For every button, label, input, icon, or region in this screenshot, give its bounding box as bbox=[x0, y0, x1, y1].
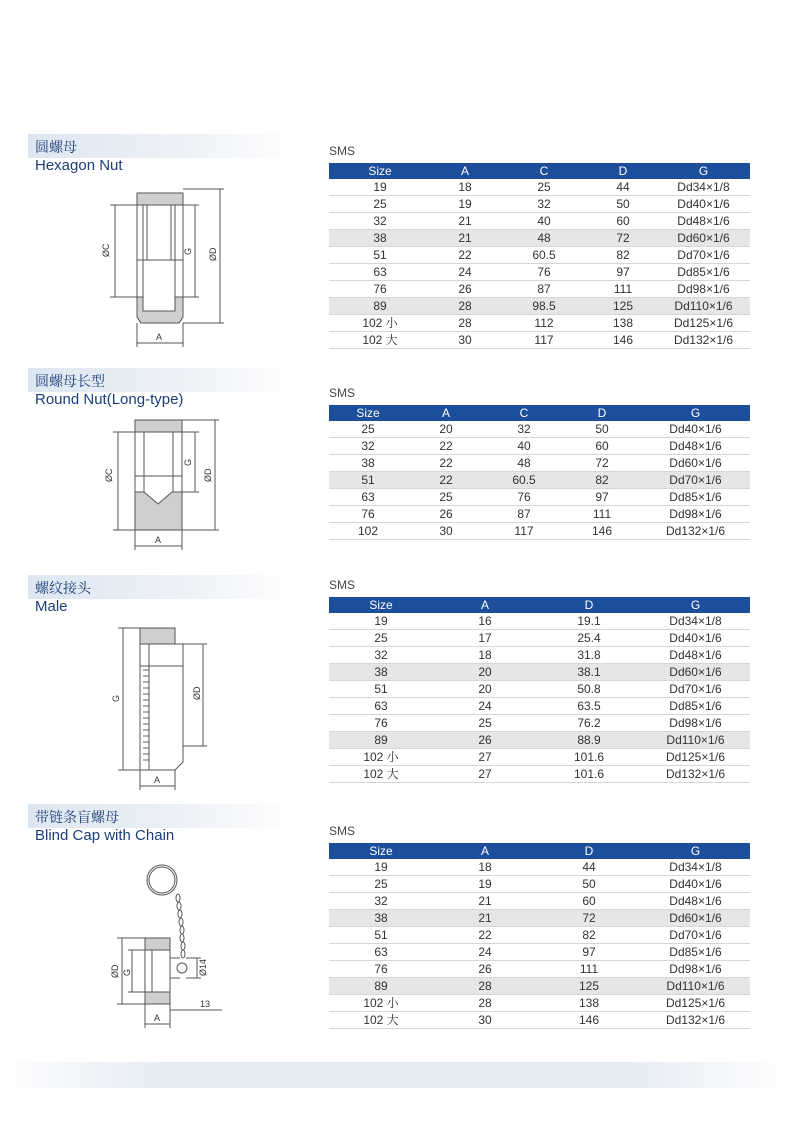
table-cell: 72 bbox=[563, 455, 641, 472]
dim-label-g: G bbox=[183, 458, 193, 466]
column-header: G bbox=[641, 843, 750, 859]
table-cell: 30 bbox=[433, 1012, 537, 1029]
table-cell: Dd125×1/6 bbox=[657, 315, 750, 332]
table-cell: Dd110×1/6 bbox=[657, 298, 750, 315]
table-row bbox=[329, 893, 750, 910]
table-row bbox=[329, 1012, 750, 1029]
spec-table-round-nut bbox=[329, 405, 750, 540]
table-cell: 32 bbox=[485, 421, 563, 438]
table-cell: 102 大 bbox=[329, 332, 431, 349]
table-cell: 25 bbox=[433, 715, 537, 732]
table-cell: 40 bbox=[499, 213, 589, 230]
table-cell: 38 bbox=[329, 230, 431, 247]
table-row bbox=[329, 859, 750, 876]
table-cell: 101.6 bbox=[537, 749, 641, 766]
table-row bbox=[329, 438, 750, 455]
column-header: A bbox=[431, 163, 499, 179]
table-cell: 25 bbox=[329, 421, 407, 438]
table-row bbox=[329, 264, 750, 281]
table-cell: 51 bbox=[329, 681, 433, 698]
table-row bbox=[329, 749, 750, 766]
dim-label-d: ØD bbox=[203, 468, 213, 482]
table-cell: 24 bbox=[433, 698, 537, 715]
table-cell: 97 bbox=[563, 489, 641, 506]
table-cell: Dd70×1/6 bbox=[641, 472, 750, 489]
table-cell: 25.4 bbox=[537, 630, 641, 647]
table-cell: 51 bbox=[329, 927, 433, 944]
column-header: G bbox=[657, 163, 750, 179]
table-cell: 97 bbox=[537, 944, 641, 961]
table-cell: Dd40×1/6 bbox=[641, 630, 750, 647]
table-row bbox=[329, 472, 750, 489]
table-cell: Dd70×1/6 bbox=[641, 927, 750, 944]
table-cell: 44 bbox=[537, 859, 641, 876]
table-row bbox=[329, 732, 750, 749]
table-cell: 87 bbox=[499, 281, 589, 298]
table-row bbox=[329, 489, 750, 506]
table-cell: Dd110×1/6 bbox=[641, 732, 750, 749]
table-cell: Dd60×1/6 bbox=[641, 455, 750, 472]
table-cell: Dd48×1/6 bbox=[641, 893, 750, 910]
table-cell: 76 bbox=[329, 281, 431, 298]
table-cell: 19 bbox=[329, 179, 431, 196]
table-cell: 20 bbox=[407, 421, 485, 438]
table-cell: 28 bbox=[433, 995, 537, 1012]
table-cell: 63 bbox=[329, 264, 431, 281]
standard-label: SMS bbox=[329, 386, 356, 400]
table-cell: 117 bbox=[485, 523, 563, 540]
table-cell: Dd125×1/6 bbox=[641, 749, 750, 766]
spec-table-male bbox=[329, 597, 750, 783]
table-cell: 38.1 bbox=[537, 664, 641, 681]
round-nut-drawing-icon bbox=[100, 412, 230, 557]
table-row bbox=[329, 421, 750, 438]
table-cell: 76.2 bbox=[537, 715, 641, 732]
table-cell: 63 bbox=[329, 489, 407, 506]
table-cell: Dd40×1/6 bbox=[657, 196, 750, 213]
table-cell: Dd40×1/6 bbox=[641, 421, 750, 438]
table-cell: 146 bbox=[563, 523, 641, 540]
table-cell: 101.6 bbox=[537, 766, 641, 783]
table-cell: 125 bbox=[537, 978, 641, 995]
table-cell: 19 bbox=[329, 613, 433, 630]
table-cell: 22 bbox=[407, 472, 485, 489]
table-cell: Dd34×1/8 bbox=[657, 179, 750, 196]
table-cell: 24 bbox=[431, 264, 499, 281]
male-fitting-drawing-icon bbox=[105, 620, 230, 795]
table-cell: 22 bbox=[407, 438, 485, 455]
table-cell: 28 bbox=[431, 298, 499, 315]
title-cn: 螺纹接头 bbox=[35, 580, 91, 596]
table-cell: 51 bbox=[329, 247, 431, 264]
table-header-row bbox=[329, 163, 750, 179]
table-cell: 18 bbox=[433, 647, 537, 664]
table-cell: 32 bbox=[329, 213, 431, 230]
table-cell: 40 bbox=[485, 438, 563, 455]
table-row bbox=[329, 664, 750, 681]
title-en: Hexagon Nut bbox=[35, 157, 123, 174]
spec-table-hexagon-nut bbox=[329, 163, 750, 349]
table-row bbox=[329, 196, 750, 213]
column-header: D bbox=[537, 843, 641, 859]
table-cell: 22 bbox=[431, 247, 499, 264]
table-cell: 25 bbox=[329, 876, 433, 893]
table-row bbox=[329, 332, 750, 349]
table-row bbox=[329, 506, 750, 523]
table-cell: Dd98×1/6 bbox=[641, 961, 750, 978]
title-en: Male bbox=[35, 598, 68, 615]
table-cell: 98.5 bbox=[499, 298, 589, 315]
table-cell: 63.5 bbox=[537, 698, 641, 715]
column-header: Size bbox=[329, 163, 431, 179]
table-cell: 27 bbox=[433, 749, 537, 766]
title-cn: 圆螺母长型 bbox=[35, 373, 105, 389]
table-cell: 82 bbox=[589, 247, 657, 264]
dim-label-a: A bbox=[154, 775, 161, 785]
dim-label-g: G bbox=[183, 247, 193, 255]
table-cell: Dd48×1/6 bbox=[641, 647, 750, 664]
table-cell: 25 bbox=[329, 630, 433, 647]
table-header-row bbox=[329, 843, 750, 859]
table-cell: 63 bbox=[329, 698, 433, 715]
section-title-round-nut bbox=[35, 373, 183, 409]
dim-label-a: A bbox=[155, 535, 162, 545]
table-cell: Dd132×1/6 bbox=[641, 1012, 750, 1029]
table-cell: 50.8 bbox=[537, 681, 641, 698]
table-cell: 20 bbox=[433, 681, 537, 698]
table-cell: 32 bbox=[329, 438, 407, 455]
dim-label-13: 13 bbox=[200, 999, 211, 1009]
table-cell: 26 bbox=[431, 281, 499, 298]
column-header: A bbox=[433, 597, 537, 613]
table-row bbox=[329, 961, 750, 978]
dim-label-g: G bbox=[111, 694, 121, 702]
table-cell: Dd34×1/8 bbox=[641, 613, 750, 630]
table-cell: 89 bbox=[329, 978, 433, 995]
table-cell: 25 bbox=[407, 489, 485, 506]
table-cell: 16 bbox=[433, 613, 537, 630]
table-row bbox=[329, 766, 750, 783]
table-cell: 32 bbox=[499, 196, 589, 213]
table-cell: 76 bbox=[329, 715, 433, 732]
column-header: Size bbox=[329, 843, 433, 859]
column-header: G bbox=[641, 597, 750, 613]
table-cell: 76 bbox=[499, 264, 589, 281]
column-header: C bbox=[485, 405, 563, 421]
table-cell: 50 bbox=[563, 421, 641, 438]
title-en: Round Nut(Long-type) bbox=[35, 391, 184, 408]
table-cell: 48 bbox=[485, 455, 563, 472]
table-cell: 138 bbox=[537, 995, 641, 1012]
table-cell: 22 bbox=[433, 927, 537, 944]
table-cell: 38 bbox=[329, 455, 407, 472]
table-cell: 111 bbox=[563, 506, 641, 523]
table-row bbox=[329, 876, 750, 893]
dim-label-d: ØD bbox=[208, 247, 218, 261]
table-cell: Dd70×1/6 bbox=[641, 681, 750, 698]
table-cell: 102 小 bbox=[329, 749, 433, 766]
table-row bbox=[329, 944, 750, 961]
table-cell: Dd85×1/6 bbox=[641, 944, 750, 961]
dim-label-d: ØD bbox=[110, 964, 120, 978]
table-cell: 117 bbox=[499, 332, 589, 349]
section-title-male bbox=[35, 580, 91, 616]
table-cell: 18 bbox=[431, 179, 499, 196]
table-row bbox=[329, 681, 750, 698]
standard-label: SMS bbox=[329, 824, 356, 838]
table-cell: 51 bbox=[329, 472, 407, 489]
table-cell: 87 bbox=[485, 506, 563, 523]
column-header: D bbox=[563, 405, 641, 421]
table-cell: 38 bbox=[329, 910, 433, 927]
table-cell: 76 bbox=[485, 489, 563, 506]
title-en: Blind Cap with Chain bbox=[35, 827, 175, 844]
dim-label-g: G bbox=[122, 968, 132, 976]
table-cell: Dd132×1/6 bbox=[657, 332, 750, 349]
table-cell: Dd40×1/6 bbox=[641, 876, 750, 893]
table-cell: 18 bbox=[433, 859, 537, 876]
table-row bbox=[329, 927, 750, 944]
table-row bbox=[329, 298, 750, 315]
table-cell: 17 bbox=[433, 630, 537, 647]
column-header: A bbox=[433, 843, 537, 859]
table-cell: 50 bbox=[589, 196, 657, 213]
table-row bbox=[329, 978, 750, 995]
column-header: Size bbox=[329, 597, 433, 613]
table-cell: 20 bbox=[433, 664, 537, 681]
table-header-row bbox=[329, 405, 750, 421]
table-cell: 102 bbox=[329, 523, 407, 540]
table-cell: Dd34×1/8 bbox=[641, 859, 750, 876]
table-cell: 32 bbox=[329, 647, 433, 664]
table-cell: 60 bbox=[537, 893, 641, 910]
table-cell: 21 bbox=[433, 910, 537, 927]
table-cell: 28 bbox=[433, 978, 537, 995]
table-cell: 21 bbox=[431, 213, 499, 230]
table-cell: 25 bbox=[329, 196, 431, 213]
table-cell: Dd48×1/6 bbox=[641, 438, 750, 455]
table-cell: 26 bbox=[433, 732, 537, 749]
table-cell: 89 bbox=[329, 732, 433, 749]
table-cell: 111 bbox=[537, 961, 641, 978]
table-row bbox=[329, 213, 750, 230]
table-cell: 22 bbox=[407, 455, 485, 472]
table-cell: 102 大 bbox=[329, 1012, 433, 1029]
table-cell: 60 bbox=[589, 213, 657, 230]
table-cell: 97 bbox=[589, 264, 657, 281]
table-cell: Dd110×1/6 bbox=[641, 978, 750, 995]
dim-label-a: A bbox=[156, 332, 163, 342]
column-header: D bbox=[589, 163, 657, 179]
table-row bbox=[329, 315, 750, 332]
table-cell: Dd48×1/6 bbox=[657, 213, 750, 230]
dim-label-a: A bbox=[154, 1013, 161, 1023]
table-cell: 89 bbox=[329, 298, 431, 315]
table-cell: Dd125×1/6 bbox=[641, 995, 750, 1012]
table-cell: Dd60×1/6 bbox=[657, 230, 750, 247]
table-row bbox=[329, 523, 750, 540]
table-cell: 76 bbox=[329, 961, 433, 978]
table-cell: 50 bbox=[537, 876, 641, 893]
table-row bbox=[329, 179, 750, 196]
table-cell: 111 bbox=[589, 281, 657, 298]
table-cell: 19 bbox=[329, 859, 433, 876]
table-cell: 112 bbox=[499, 315, 589, 332]
table-cell: 30 bbox=[407, 523, 485, 540]
table-cell: 30 bbox=[431, 332, 499, 349]
table-cell: 27 bbox=[433, 766, 537, 783]
table-cell: 125 bbox=[589, 298, 657, 315]
table-cell: 138 bbox=[589, 315, 657, 332]
table-cell: 19 bbox=[431, 196, 499, 213]
table-cell: Dd132×1/6 bbox=[641, 766, 750, 783]
dim-label-c: ØC bbox=[101, 243, 111, 257]
table-cell: Dd60×1/6 bbox=[641, 910, 750, 927]
table-row bbox=[329, 698, 750, 715]
table-cell: Dd98×1/6 bbox=[641, 506, 750, 523]
table-cell: Dd98×1/6 bbox=[657, 281, 750, 298]
table-row bbox=[329, 230, 750, 247]
table-cell: Dd85×1/6 bbox=[657, 264, 750, 281]
table-cell: 72 bbox=[589, 230, 657, 247]
title-cn: 带链条盲螺母 bbox=[35, 809, 119, 825]
dim-label-d: ØD bbox=[192, 686, 202, 700]
section-title-blind-cap bbox=[35, 809, 174, 845]
table-cell: 32 bbox=[329, 893, 433, 910]
table-cell: 76 bbox=[329, 506, 407, 523]
table-cell: 102 小 bbox=[329, 315, 431, 332]
table-cell: 88.9 bbox=[537, 732, 641, 749]
table-row bbox=[329, 995, 750, 1012]
table-cell: 60.5 bbox=[499, 247, 589, 264]
table-row bbox=[329, 647, 750, 664]
table-cell: 72 bbox=[537, 910, 641, 927]
table-row bbox=[329, 281, 750, 298]
table-cell: 146 bbox=[537, 1012, 641, 1029]
table-cell: 21 bbox=[431, 230, 499, 247]
table-cell: 38 bbox=[329, 664, 433, 681]
table-cell: 63 bbox=[329, 944, 433, 961]
column-header: G bbox=[641, 405, 750, 421]
table-cell: 146 bbox=[589, 332, 657, 349]
table-cell: 82 bbox=[537, 927, 641, 944]
standard-label: SMS bbox=[329, 578, 356, 592]
table-header-row bbox=[329, 597, 750, 613]
column-header: Size bbox=[329, 405, 407, 421]
table-cell: 60.5 bbox=[485, 472, 563, 489]
table-cell: 19 bbox=[433, 876, 537, 893]
blind-cap-chain-drawing-icon bbox=[100, 858, 230, 1033]
table-cell: 82 bbox=[563, 472, 641, 489]
standard-label: SMS bbox=[329, 144, 356, 158]
table-cell: 28 bbox=[431, 315, 499, 332]
table-cell: 24 bbox=[433, 944, 537, 961]
table-cell: 25 bbox=[499, 179, 589, 196]
table-cell: 102 大 bbox=[329, 766, 433, 783]
table-row bbox=[329, 455, 750, 472]
table-cell: 21 bbox=[433, 893, 537, 910]
footer-band bbox=[0, 1062, 790, 1088]
table-row bbox=[329, 630, 750, 647]
column-header: A bbox=[407, 405, 485, 421]
table-cell: Dd132×1/6 bbox=[641, 523, 750, 540]
title-cn: 圆螺母 bbox=[35, 139, 77, 155]
table-cell: 26 bbox=[407, 506, 485, 523]
table-row bbox=[329, 910, 750, 927]
table-cell: Dd85×1/6 bbox=[641, 489, 750, 506]
spec-table-blind-cap bbox=[329, 843, 750, 1029]
table-cell: 26 bbox=[433, 961, 537, 978]
table-cell: Dd60×1/6 bbox=[641, 664, 750, 681]
table-cell: 102 小 bbox=[329, 995, 433, 1012]
table-cell: Dd85×1/6 bbox=[641, 698, 750, 715]
table-cell: 19.1 bbox=[537, 613, 641, 630]
table-row bbox=[329, 715, 750, 732]
section-title-hexagon-nut bbox=[35, 139, 123, 175]
table-cell: 31.8 bbox=[537, 647, 641, 664]
column-header: C bbox=[499, 163, 589, 179]
table-row bbox=[329, 613, 750, 630]
table-cell: 48 bbox=[499, 230, 589, 247]
table-cell: 44 bbox=[589, 179, 657, 196]
table-cell: Dd70×1/6 bbox=[657, 247, 750, 264]
column-header: D bbox=[537, 597, 641, 613]
dim-label-14: Ø14 bbox=[198, 958, 208, 976]
hexagon-nut-drawing-icon bbox=[95, 185, 235, 355]
table-cell: Dd98×1/6 bbox=[641, 715, 750, 732]
table-row bbox=[329, 247, 750, 264]
table-cell: 60 bbox=[563, 438, 641, 455]
dim-label-c: ØC bbox=[104, 468, 114, 482]
